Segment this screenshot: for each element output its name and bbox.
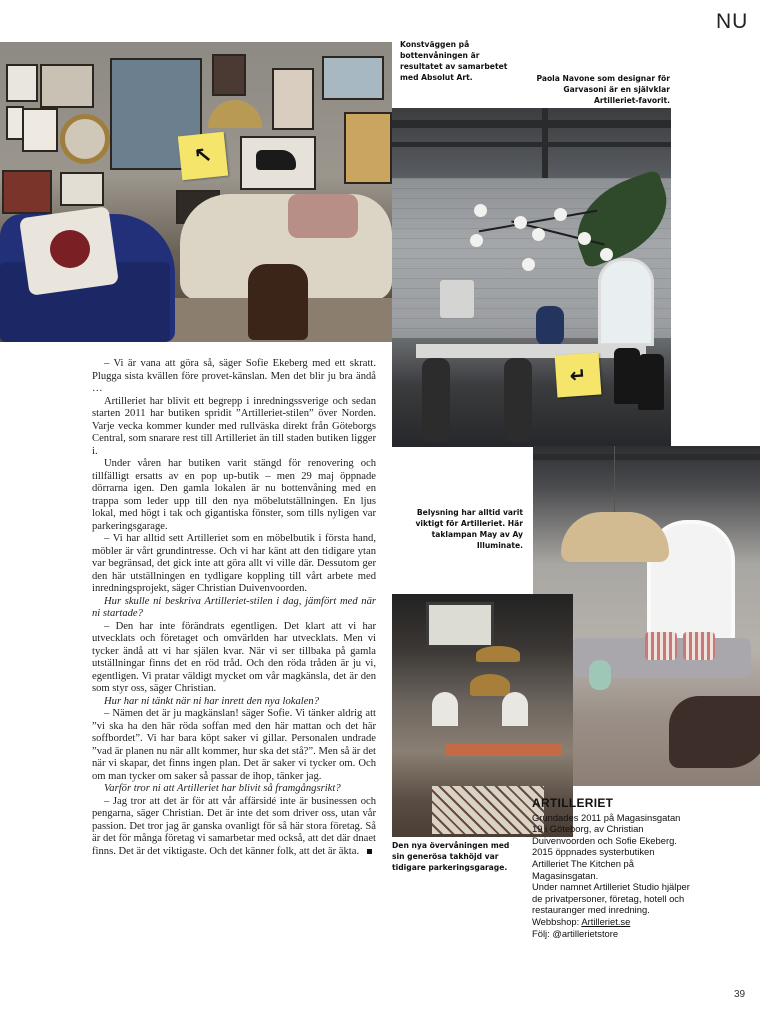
- factbox-title: ARTILLERIET: [532, 796, 614, 810]
- factbox-follow: Följ: @artillerietstore: [532, 927, 619, 939]
- cushion-pattern: [50, 230, 90, 268]
- paragraph: Artilleriet har blivit ett begrepp i inredningssverige och sedan starten 2011 har butiken spridit ”Artilleriet-stilen” över Norden. Varje vecka kommer kunder med rullväska direkt från Göteborgs Central, som snarare rest till Artilleriet än till staden butiken ligger i.: [92, 395, 376, 457]
- art-frame: [322, 56, 384, 100]
- chandelier-globe: [600, 248, 613, 261]
- chandelier-globe: [578, 232, 591, 245]
- paragraph: – Nämen det är ju magkänslan! säger Sofie. Vi tänker aldrig att ”vi ska ha den här röda soffan med den här mattan och det här soffbordet”. Vi har bara köpt saker vi gillar. Personalen undrade ”vad är planen nu när allt kommer, hur ska det stå?”. Men så är det när vi skapar, det finns ingen plan. Det är saker vi tycker om. Och om man tycker om saker så passar de ihop, tänker jag.: [92, 708, 376, 782]
- horse-silhouette: [256, 150, 296, 170]
- striped-pillow: [645, 632, 677, 660]
- interview-question: Hur skulle ni beskriva Artilleriet-stilen i dag, jämfört med när ni startade?: [92, 595, 376, 619]
- photo-gallery-wall: [0, 42, 392, 342]
- interview-question: Varför tror ni att Artilleriet har blivit så framgångsrikt?: [104, 783, 341, 794]
- gold-fan-decor: [208, 100, 262, 128]
- webshop-label: Webbshop:: [532, 915, 582, 927]
- striped-pillow: [683, 632, 715, 660]
- pink-pillow: [288, 194, 358, 238]
- marble-table: [416, 344, 646, 358]
- caption-upper-floor: Den nya övervåningen med sin generösa takhöjd var tidigare parkeringsgarage.: [392, 841, 510, 872]
- wooden-stool: [248, 264, 308, 340]
- chandelier-globe: [554, 208, 567, 221]
- mint-vase: [589, 660, 611, 690]
- ceiling-pipe: [392, 120, 671, 128]
- art-frame: [60, 172, 104, 206]
- chandelier-globe: [474, 204, 487, 217]
- paragraph: – Vi är vana att göra så, säger Sofie Ekeberg med ett skratt. Plugga sista kvällen före provet-känslan. Men det blir ju bra ändå …: [92, 358, 376, 394]
- ceiling-pipe: [542, 108, 548, 178]
- art-frame: [344, 112, 392, 184]
- black-chair: [614, 348, 640, 404]
- section-tag: NU: [716, 10, 749, 33]
- arched-window: [432, 692, 458, 726]
- art-frame: [2, 170, 52, 214]
- paragraph: – Den har inte förändrats egentligen. Det klart att vi har utvecklats och företaget och omvärlden har utvecklats. Men vi tycker ändå att vi har själen kvar. När vi ser tillbaka på gamla utställningar finns det en röd tråd. Och den röda tråden är ju vi, egentligen. Vi pratar väldigt mycket om vår magkänsla, det är den som styr oss, säger Christian.: [92, 620, 376, 694]
- caption-gallery-wall: Konstväggen på bottenvåningen är resultatet av samarbetet med Absolut Art.: [400, 40, 508, 82]
- art-frame: [6, 64, 38, 102]
- art-frame: [22, 108, 58, 152]
- chandelier-globe: [522, 258, 535, 271]
- interview-question: Hur har ni tänkt när ni har inrett den nya lokalen?: [104, 695, 319, 707]
- factbox-webshop: [532, 916, 692, 928]
- brown-lounge-chair: [669, 696, 760, 768]
- end-mark-square: [367, 849, 372, 854]
- webshop-link[interactable]: Artilleriet.se: [581, 915, 631, 927]
- table-leg: [422, 358, 450, 442]
- black-chair: [638, 354, 664, 410]
- brass-lamp: [470, 674, 510, 696]
- long-table: [446, 744, 562, 756]
- caption-paola-navone: Paola Navone som designar för Garvasoni är en självklar Artilleriet-favorit.: [536, 74, 670, 105]
- skylight: [426, 602, 494, 648]
- art-frame: [40, 64, 94, 108]
- paragraph: [92, 796, 376, 859]
- paragraph-text: – Jag tror att det är för att vår affärsidé inte är businessen och pengarna, säger Christian. Det är inte det som driver oss, utan vår passion. Det tror jag är ganska ovanligt för så här stora företag. Så är det för många företag vi samarbetar med också, att det där dnaet finns. Det är det viktigaste. Och det känner folk, att det är äkta.: [92, 795, 376, 857]
- table-leg: [504, 358, 532, 442]
- ceiling-pipe: [533, 454, 760, 460]
- art-frame: [272, 68, 314, 130]
- arrow-up-left-icon: ↖: [178, 132, 228, 181]
- paragraph: – Vi har alltid sett Artilleriet som en möbelbutik i första hand, möbler är vårt grundintresse. Och vi har känt att den tidigare ytan var begränsad, det gick inte att göra allt vi ville där. Dessutom ger den här utställningen en tydligare koppling till vårt arbete med inredningsprojekt, säger Christian Duivenvoorden.: [92, 533, 376, 594]
- photo-dining-chandelier: [392, 108, 671, 447]
- arched-window: [598, 258, 654, 346]
- woven-pendant-lamp: [561, 512, 669, 562]
- round-mirror: [60, 114, 110, 164]
- factbox-line: 2015 öppnades systerbutiken Artilleriet The Kitchen på Magasinsgatan.: [532, 846, 655, 881]
- brass-lamp: [476, 646, 520, 662]
- caption-lighting: Belysning har alltid varit viktigt för Artilleriet. Här taklampan May av Ay Illuminate.: [415, 508, 523, 550]
- chandelier-globe: [532, 228, 545, 241]
- blue-vase: [536, 306, 564, 346]
- art-frame: [212, 54, 246, 96]
- ceiling-pipe: [392, 142, 671, 147]
- corner-arrow-icon: ↵: [555, 353, 602, 398]
- article-body: [92, 358, 376, 858]
- factbox: [532, 798, 692, 939]
- pendant-wire: [614, 446, 615, 514]
- factbox-line: Under namnet Artilleriet Studio hjälper de privatpersoner, företag, hotell och restauranger med inredning.: [532, 881, 690, 916]
- paragraph: Under våren har butiken varit stängd för renovering och tillfälligt ersatts av en pop up-butik – men 29 maj öppnade dörrarna igen. Den gamla lokalen är nu bottenvåning med en trappa som leder upp till den nya möbelutställningen. En ljus lokal, med högt i tak och gigantiska fönster, som tills nyligen var parkeringsgarage.: [92, 458, 376, 532]
- chandelier-globe: [514, 216, 527, 229]
- chandelier-globe: [470, 234, 483, 247]
- page-number: 39: [734, 989, 746, 1000]
- factbox-line: Grundades 2011 på Magasinsgatan 19 i Göteborg, av Christian Duivenvoorden och Sofie Ekeberg.: [532, 811, 681, 846]
- wall-speaker: [440, 280, 474, 318]
- berber-rug: [432, 786, 544, 834]
- arched-window: [502, 692, 528, 726]
